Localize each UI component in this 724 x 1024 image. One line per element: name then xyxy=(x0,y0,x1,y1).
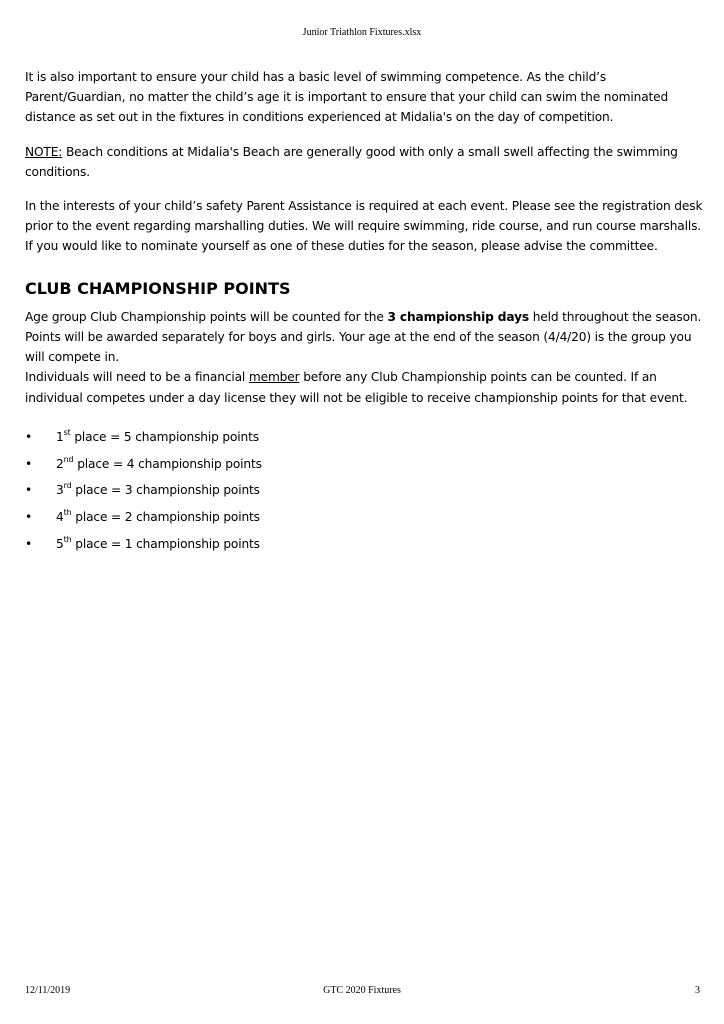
note-label: NOTE: xyxy=(25,144,63,159)
place-points-text: place = 2 championship points xyxy=(71,510,260,525)
document-body xyxy=(25,67,705,558)
place-suffix: th xyxy=(63,508,72,518)
place-number: 5 xyxy=(56,537,64,552)
bullet-icon: • xyxy=(25,483,33,498)
list-item xyxy=(25,504,705,531)
swimming-competence-paragraph: It is also important to ensure your child has a basic level of swimming competence. As the child’s Parent/Guardian, no matter the child’s age it is important to ensure that your child can swim the nominated distance as set out in the fixtures in conditions experienced at Midalia's on the day of competition. xyxy=(25,70,669,125)
page-header-filename: Junior Triathlon Fixtures.xlsx xyxy=(302,27,422,38)
championship-text-1: Age group Club Championship points will be counted for the xyxy=(25,309,388,324)
points-list xyxy=(25,424,705,558)
parent-assistance-paragraph: In the interests of your child’s safety Parent Assistance is required at each event. Please see the registration desk prior to the event regarding marshalling duties. We will require swimming, ride course, and run course marshalls. If you would like to nominate yourself as one of these duties for the season, please advise the committee. xyxy=(25,199,703,254)
list-item xyxy=(25,424,705,451)
place-points-text: place = 4 championship points xyxy=(73,456,262,471)
place-suffix: st xyxy=(63,427,71,437)
note-paragraph xyxy=(25,142,705,182)
place-number: 1 xyxy=(56,429,64,444)
place-points-text: place = 5 championship points xyxy=(70,429,259,444)
membership-text-1: Individuals will need to be a financial xyxy=(25,370,249,385)
list-item xyxy=(25,531,705,558)
membership-paragraph xyxy=(25,367,705,407)
section-heading: CLUB CHAMPIONSHIP POINTS xyxy=(25,278,291,298)
list-item xyxy=(25,451,705,478)
footer-title: GTC 2020 Fixtures xyxy=(323,985,401,996)
member-underlined: member xyxy=(248,370,300,385)
place-suffix: nd xyxy=(63,454,74,464)
list-item xyxy=(25,477,705,504)
footer-page-number: 3 xyxy=(695,985,700,996)
bullet-icon: • xyxy=(25,537,33,552)
championship-text-2: held throughout the season. Points will be awarded separately for boys and girls. Your age at the end of the season (4/4/20) is the group you will compete in. xyxy=(25,309,702,365)
membership-text-2: before any Club Championship points can be counted. If an individual competes under a day license they will not be eligible to receive championship points for that event. xyxy=(25,370,688,405)
place-suffix: th xyxy=(63,535,72,545)
bullet-icon: • xyxy=(25,456,33,471)
place-suffix: rd xyxy=(63,481,72,491)
championship-days-bold: 3 championship days xyxy=(387,309,529,324)
footer-date: 12/11/2019 xyxy=(25,985,71,996)
place-number: 3 xyxy=(56,483,64,498)
place-points-text: place = 1 championship points xyxy=(71,537,260,552)
note-text: Beach conditions at Midalia's Beach are generally good with only a small swell affecting the swimming conditions. xyxy=(25,144,678,179)
place-number: 2 xyxy=(56,456,64,471)
place-points-text: place = 3 championship points xyxy=(71,483,260,498)
bullet-icon: • xyxy=(25,429,33,444)
championship-paragraph xyxy=(25,307,705,368)
place-number: 4 xyxy=(56,510,64,525)
bullet-icon: • xyxy=(25,510,33,525)
